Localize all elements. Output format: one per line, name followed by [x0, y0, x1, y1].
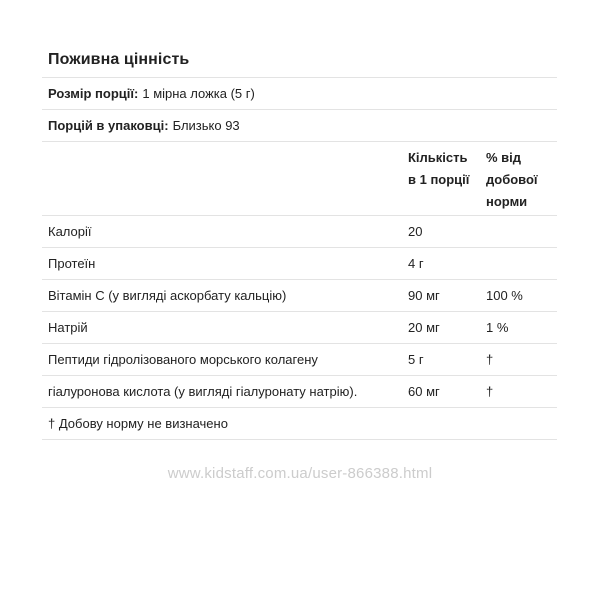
nutrition-title: Поживна цінність	[42, 42, 557, 78]
nutrient-name: Натрій	[48, 320, 88, 335]
nutrient-name: гіалуронова кислота (у вигляді гіалуронату натрію).	[48, 384, 358, 399]
nutrient-daily-value: 1 %	[486, 320, 509, 335]
nutrient-row-vitamin-c	[42, 280, 557, 312]
nutrient-daily-value: †	[486, 384, 494, 399]
column-header-row	[42, 142, 557, 216]
nutrient-row-calories	[42, 216, 557, 248]
nutrient-amount: 20 мг	[408, 320, 440, 335]
nutrient-row-hyaluronic-acid	[42, 376, 557, 408]
nutrient-daily-value: †	[486, 352, 494, 367]
serving-size-label: Розмір порції:	[48, 86, 139, 101]
daily-value-column-header	[486, 147, 554, 213]
nutrient-amount: 60 мг	[408, 384, 440, 399]
nutrient-amount: 90 мг	[408, 288, 440, 303]
amount-column-header	[408, 147, 480, 191]
servings-per-container-label: Порцій в упаковці:	[48, 118, 169, 133]
nutrient-amount: 20	[408, 224, 423, 239]
daily-value-header-line: % від	[486, 150, 522, 165]
serving-size-value: 1 мірна ложка (5 г)	[142, 86, 255, 101]
serving-size-row	[42, 78, 557, 110]
daily-value-header-line: норми	[486, 194, 528, 209]
amount-header-line: в 1 порції	[408, 172, 470, 187]
watermark-text: www.kidstaff.com.ua/user-866388.html	[167, 465, 433, 482]
daily-value-header-line: добової	[486, 172, 538, 187]
nutrition-facts-table	[42, 42, 557, 440]
nutrient-row-sodium	[42, 312, 557, 344]
nutrient-row-protein	[42, 248, 557, 280]
nutrient-name: Калорії	[48, 224, 92, 239]
servings-per-container-row	[42, 110, 557, 142]
nutrient-row-collagen-peptides	[42, 344, 557, 376]
nutrient-name: Пептиди гідролізованого морського колагену	[48, 352, 318, 367]
nutrient-amount: 4 г	[408, 256, 424, 271]
amount-header-line: Кількість	[408, 150, 468, 165]
nutrient-name: Вітамін C (у вигляді аскорбату кальцію)	[48, 288, 287, 303]
footnote: † Добову норму не визначено	[42, 408, 557, 440]
servings-per-container-value: Близько 93	[172, 118, 240, 133]
nutrient-amount: 5 г	[408, 352, 424, 367]
nutrient-daily-value: 100 %	[486, 288, 523, 303]
nutrient-name: Протеїн	[48, 256, 96, 271]
